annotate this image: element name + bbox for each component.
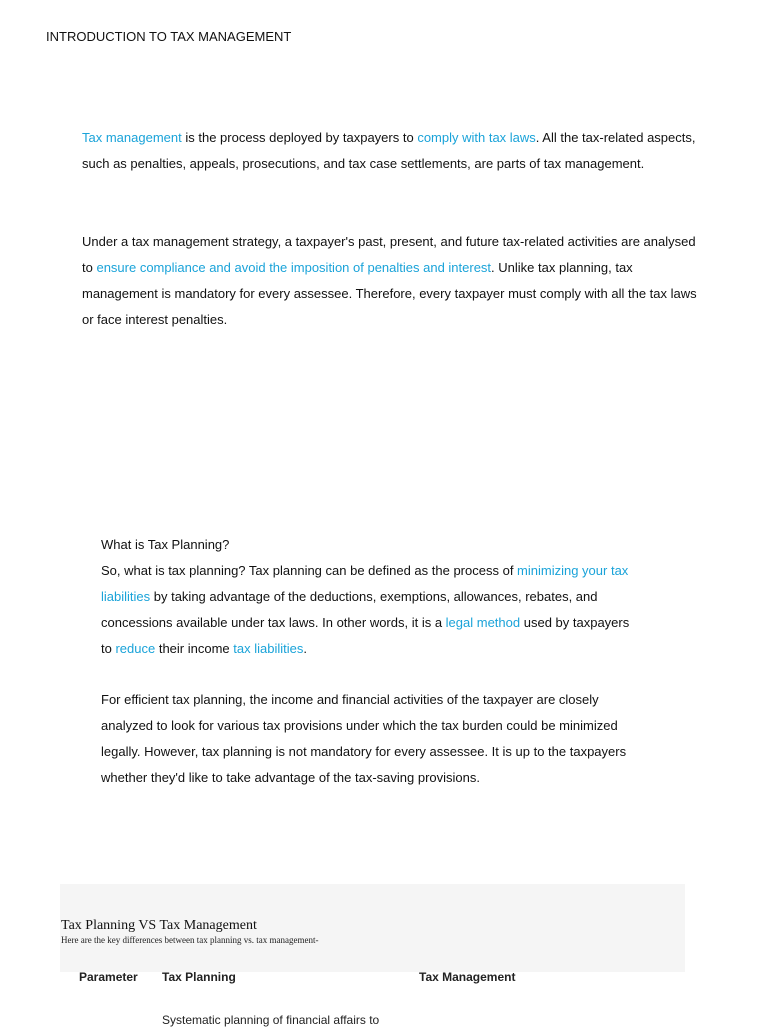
document-title: INTRODUCTION TO TAX MANAGEMENT [46,29,292,44]
inline-link[interactable]: legal method [445,615,521,630]
inline-link[interactable]: Tax management [82,130,182,145]
text-run: . Unlike tax planning, tax management is mandatory for every assessee. Therefore, every taxpayer must comply with all the tax laws or face interest penalties. [82,260,697,327]
intro-paragraph-1 [82,125,702,177]
comparison-title: Tax Planning VS Tax Management [61,918,257,933]
table-cell-planning: Systematic planning of financial affairs to [162,1013,380,1027]
text-run: . All the tax-related aspects, such as penalties, appeals, prosecutions, and tax case settlements, are parts of tax management. [82,130,696,171]
text-run: For efficient tax planning, the income and financial activities of the taxpayer are closely analyzed to look for various tax provisions under which the tax burden could be minimized legally. However, tax planning is not mandatory for every assessee. It is up to the taxpayers whether they'd like to take advantage of the tax-saving provisions. [101,692,627,785]
tax-planning-paragraph-1 [101,558,641,662]
comparison-subtitle: Here are the key differences between tax planning vs. tax management- [61,935,319,945]
table-header-tax-management: Tax Management [419,970,516,984]
text-run: used by taxpayers to [101,615,630,656]
tax-planning-heading: What is Tax Planning? [101,537,230,552]
inline-link[interactable]: reduce [115,641,156,656]
tax-planning-section [101,532,641,662]
intro-paragraph-2 [82,229,702,333]
inline-link[interactable]: tax liabilities [233,641,304,656]
inline-link[interactable]: minimizing your tax liabilities [101,563,629,604]
text-run: is the process deployed by taxpayers to [181,130,418,145]
inline-link[interactable]: comply with tax laws [417,130,536,145]
table-header-parameter: Parameter [79,970,138,984]
text-run: So, what is tax planning? Tax planning can be defined as the process of [101,563,518,578]
table-header-tax-planning: Tax Planning [162,970,236,984]
text-run: . [303,641,307,656]
inline-link[interactable]: ensure compliance and avoid the imposition of penalties and interest [96,260,492,275]
tax-planning-paragraph-2 [101,687,641,791]
text-run: by taking advantage of the deductions, exemptions, allowances, rebates, and concessions available under tax laws. In other words, it is a [101,589,598,630]
text-run: their income [155,641,234,656]
text-run: Under a tax management strategy, a taxpayer's past, present, and future tax-related activities are analysed to [82,234,696,275]
